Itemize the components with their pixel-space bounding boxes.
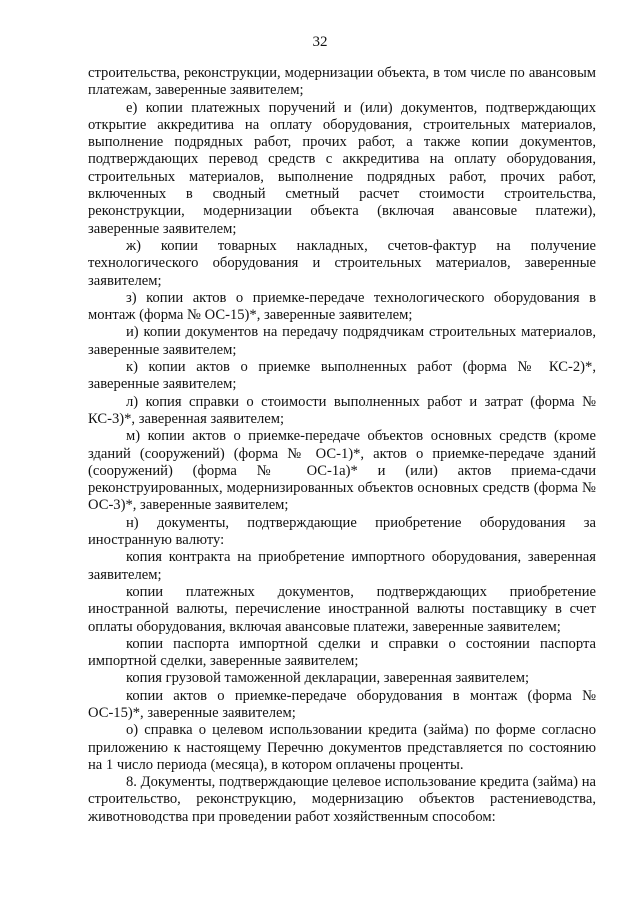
page-number: 32 — [312, 34, 328, 50]
paragraph-item-z: з) копии актов о приемке-передаче технологического оборудования в монтаж (форма № ОС-15)*, заверенные заявителем; — [88, 289, 596, 324]
paragraph-installation-acts: копии актов о приемке-передаче оборудования в монтаж (форма № ОС-15)*, заверенные заявителем; — [88, 687, 596, 721]
paragraph-item-e: е) копии платежных поручений и (или) документов, подтверждающих открытие аккредитива на оплату оборудования, строительных материалов, выполнение подрядных работ, прочих работ, а также копии документов, подтверждающих перевод средств с аккредитива на оплату оборудования, строительных материалов, выполнение подрядных работ, прочих работ, включенных в сводный сметный расчет стоимости строительства, реконструкции, модернизации объекта (включая авансовые платежи), заверенные заявителем; — [88, 99, 596, 237]
paragraph-item-m: м) копии актов о приемке-передаче объектов основных средств (кроме зданий (сооружений) (форма № ОС-1)*, актов о приемке-передаче зданий (сооружений) (форма № ОС-1а)* и (или) актов приема-сдачи реконструированных, модернизированных объектов основных средств (форма № ОС-3)*, заверенные заявителем; — [88, 428, 596, 514]
paragraph-section-8: 8. Документы, подтверждающие целевое использование кредита (займа) на строительство, реконструкцию, модернизацию объектов растениеводства, животноводства при проведении работ хозяйственным способом: — [88, 774, 596, 825]
paragraph-item-zh: ж) копии товарных накладных, счетов-фактур на получение технологического оборудования и строительных материалов, заверенные заявителем; — [88, 237, 596, 289]
paragraph-item-k: к) копии актов о приемке выполненных работ (форма № КС-2)*, заверенные заявителем; — [88, 359, 596, 393]
paragraph-passport-copies: копии паспорта импортной сделки и справки о состоянии паспорта импортной сделки, заверенные заявителем; — [88, 635, 596, 670]
paragraph-contract-copy: копия контракта на приобретение импортного оборудования, заверенная заявителем; — [88, 549, 596, 583]
paragraph-item-l: л) копия справки о стоимости выполненных работ и затрат (форма № КС-3)*, заверенная заявителем; — [88, 393, 596, 427]
paragraph-item-i: и) копии документов на передачу подрядчикам строительных материалов, заверенные заявителем; — [88, 324, 596, 358]
paragraph-item-o: о) справка о целевом использовании кредита (займа) по форме согласно приложению к настоящему Перечню документов представляется по состоянию на 1 число периода (месяца), в котором оплачены проценты. — [88, 722, 596, 773]
paragraph-customs-declaration: копия грузовой таможенной декларации, заверенная заявителем; — [126, 670, 530, 687]
document-body — [88, 65, 596, 826]
paragraph-item-n: н) документы, подтверждающие приобретение оборудования за иностранную валюту: — [88, 514, 596, 549]
paragraph-continuation: строительства, реконструкции, модернизации объекта, в том числе по авансовым платежам, заверенные заявителем; — [88, 65, 596, 99]
paragraph-payment-docs: копии платежных документов, подтверждающих приобретение иностранной валюты, перечисление иностранной валюты поставщику в счет оплаты оборудования, включая авансовые платежи, заверенные заявителем; — [88, 583, 596, 635]
